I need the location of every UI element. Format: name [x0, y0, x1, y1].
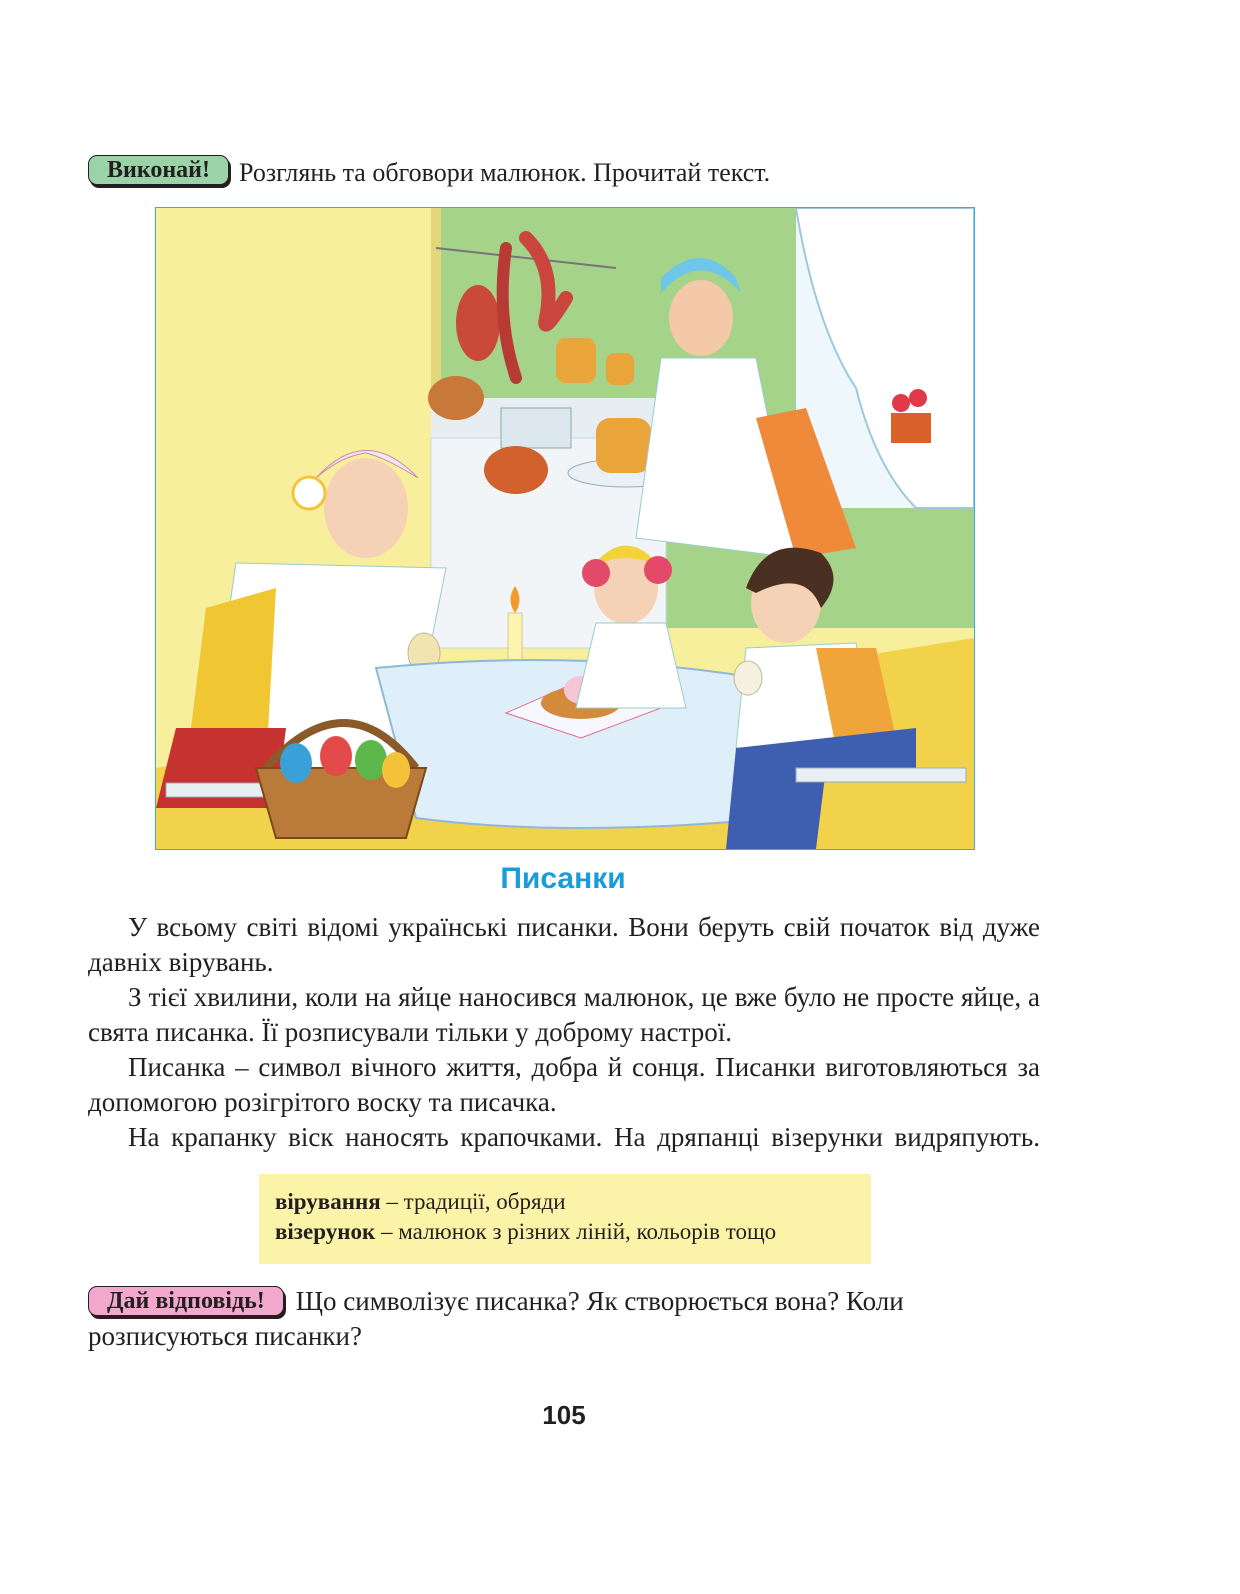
glossary-definition: – малюнок з різних ліній, кольорів тощо — [375, 1219, 777, 1244]
illustration-drawing — [156, 208, 974, 849]
flower — [909, 389, 927, 407]
flower-pot — [891, 413, 931, 443]
girl-flower-wreath — [644, 556, 672, 584]
answer-question: Що символізує писанка? Як створюється вона? Коли розписуються писанки? — [88, 1286, 904, 1351]
flower-in-scarf — [293, 477, 325, 509]
glossary-definition: – традиції, обряди — [380, 1189, 566, 1214]
pysanka — [355, 740, 387, 780]
answer-badge: Дай відповідь! — [88, 1286, 284, 1316]
easter-bread-on-plate — [596, 418, 651, 473]
article-paragraph: Писанка – символ вічного життя, добра й сонця. Писанки виготовляються за допомогою розігрітого воску та писачка. — [88, 1052, 1040, 1117]
glossary-box — [259, 1174, 871, 1264]
girl-blouse — [576, 623, 686, 708]
flower — [892, 394, 910, 412]
pysanka — [382, 752, 410, 788]
cooking-pot — [501, 408, 571, 448]
article-paragraph: На крапанку віск наносять крапочками. На дряпанці візерунки видряпують. — [128, 1122, 1040, 1152]
boy-easter-egg — [734, 661, 762, 695]
task-instruction: Розглянь та обговори малюнок. Прочитай текст. — [239, 158, 771, 187]
glossary-term: візерунок — [275, 1219, 376, 1244]
bench — [796, 768, 966, 782]
girl-flower-wreath — [582, 559, 610, 587]
article-body — [88, 910, 1040, 1155]
task-badge: Виконай! — [88, 155, 229, 185]
grandmother-face — [669, 280, 733, 356]
glossary-item — [275, 1217, 855, 1247]
pysanka — [320, 736, 352, 776]
easter-eggs-illustration — [155, 207, 975, 850]
page-number: 105 — [542, 1400, 586, 1430]
glossary-item — [275, 1187, 855, 1217]
bread-loaf — [428, 376, 484, 420]
clay-pot — [484, 446, 548, 494]
glossary-term: вірування — [275, 1189, 381, 1214]
article-paragraph: У всьому світі відомі українські писанки. Вони беруть свій початок від дуже давніх вірувань. — [88, 912, 1040, 977]
ham — [456, 285, 500, 361]
easter-bread — [556, 338, 596, 383]
article-title: Писанки — [500, 862, 626, 895]
article-paragraph: З тієї хвилини, коли на яйце наносився малюнок, це вже було не просте яйце, а свята писанка. Її розписували тільки у доброму настрої. — [88, 982, 1040, 1047]
pysanka — [280, 743, 312, 783]
mother-face — [324, 458, 408, 558]
answer-task — [88, 1284, 1043, 1354]
easter-bread — [606, 353, 634, 385]
task-instruction-row — [88, 152, 1048, 188]
